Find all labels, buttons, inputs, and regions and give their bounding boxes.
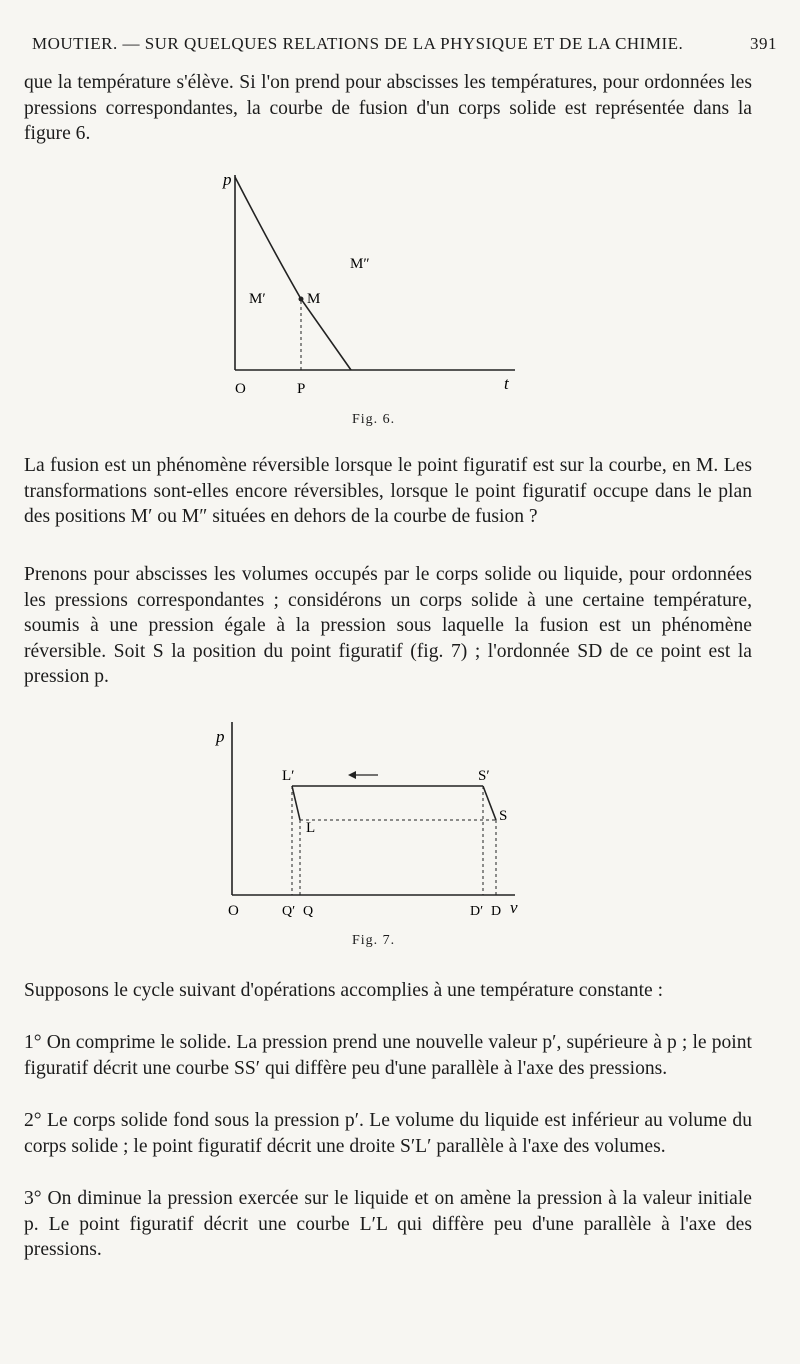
figure-6 bbox=[215, 165, 535, 405]
fig7-label-s: S bbox=[499, 808, 508, 824]
fig6-label-t: t bbox=[504, 374, 509, 393]
figure-7 bbox=[210, 712, 550, 927]
fig6-label-p: p bbox=[223, 170, 232, 189]
curve-l1-l bbox=[292, 786, 300, 820]
paragraph-2: La fusion est un phénomène réversible lorsque le point figuratif est sur la courbe, en M. Les transformations sont-elles encore réversibles, lorsque le point figuratif occupe dans le plan des positions M′ ou M″ situées en dehors de la courbe de fusion ? bbox=[24, 455, 752, 528]
fig6-label-o: O bbox=[235, 381, 246, 397]
fig6-label-m2: M″ bbox=[350, 256, 370, 272]
curve-s-s1 bbox=[483, 786, 496, 820]
fig6-label-m1: M′ bbox=[249, 291, 266, 307]
page-number: 391 bbox=[750, 34, 777, 53]
fig6-label-m: M bbox=[307, 291, 321, 307]
fig7-label-p: p bbox=[216, 727, 225, 746]
arrow-head bbox=[348, 771, 356, 779]
figure-6-caption: Fig. 6. bbox=[352, 412, 396, 427]
fig6-label-pt: P bbox=[297, 381, 306, 397]
point-m bbox=[299, 297, 304, 302]
fig7-label-l1: L′ bbox=[282, 768, 295, 784]
paragraph-7: 3° On diminue la pression exercée sur le liquide et on amène la pression à la valeur initiale p. Le point figuratif décrit une courbe L′L qui diffère peu d'une parallèle à l'axe des pressions. bbox=[24, 1188, 752, 1261]
fig7-label-d: D bbox=[491, 904, 502, 919]
fusion-curve bbox=[235, 177, 351, 370]
fig7-label-d1: D′ bbox=[470, 904, 484, 919]
paragraph-5: 1° On comprime le solide. La pression prend une nouvelle valeur p′, supérieure à p ; le point figuratif décrit une courbe SS′ qui diffère peu d'une parallèle à l'axe des pressions. bbox=[24, 1032, 752, 1079]
paragraph-6: 2° Le corps solide fond sous la pression p′. Le volume du liquide est inférieur au volume du corps solide ; le point figuratif décrit une droite S′L′ parallèle à l'axe des volumes. bbox=[24, 1110, 752, 1157]
paragraph-4: Supposons le cycle suivant d'opérations accomplies à une température constante : bbox=[24, 980, 664, 1001]
fig7-label-q1: Q′ bbox=[282, 904, 296, 919]
paragraph-1: que la température s'élève. Si l'on prend pour abscisses les températures, pour ordonnées les pressions correspondantes, la courbe de fusion d'un corps solide est représentée dans la figure 6. bbox=[24, 72, 752, 145]
fig7-label-v: v bbox=[510, 898, 518, 917]
figure-7-caption: Fig. 7. bbox=[352, 933, 396, 948]
header-title: MOUTIER. — SUR QUELQUES RELATIONS DE LA PHYSIQUE ET DE LA CHIMIE. bbox=[32, 34, 684, 53]
fig7-label-l: L bbox=[306, 820, 316, 836]
fig7-label-q: Q bbox=[303, 904, 314, 919]
fig7-label-o: O bbox=[228, 903, 239, 919]
fig7-label-s1: S′ bbox=[478, 768, 490, 784]
paragraph-3: Prenons pour abscisses les volumes occupés par le corps solide ou liquide, pour ordonnées les pressions correspondantes ; considérons un corps solide à une certaine température, soumis à une pression égale à la pression sous laquelle la fusion est un phénomène réversible. Soit S la position du point figuratif (fig. 7) ; l'ordonnée SD de ce point est la pression p. bbox=[24, 564, 752, 688]
